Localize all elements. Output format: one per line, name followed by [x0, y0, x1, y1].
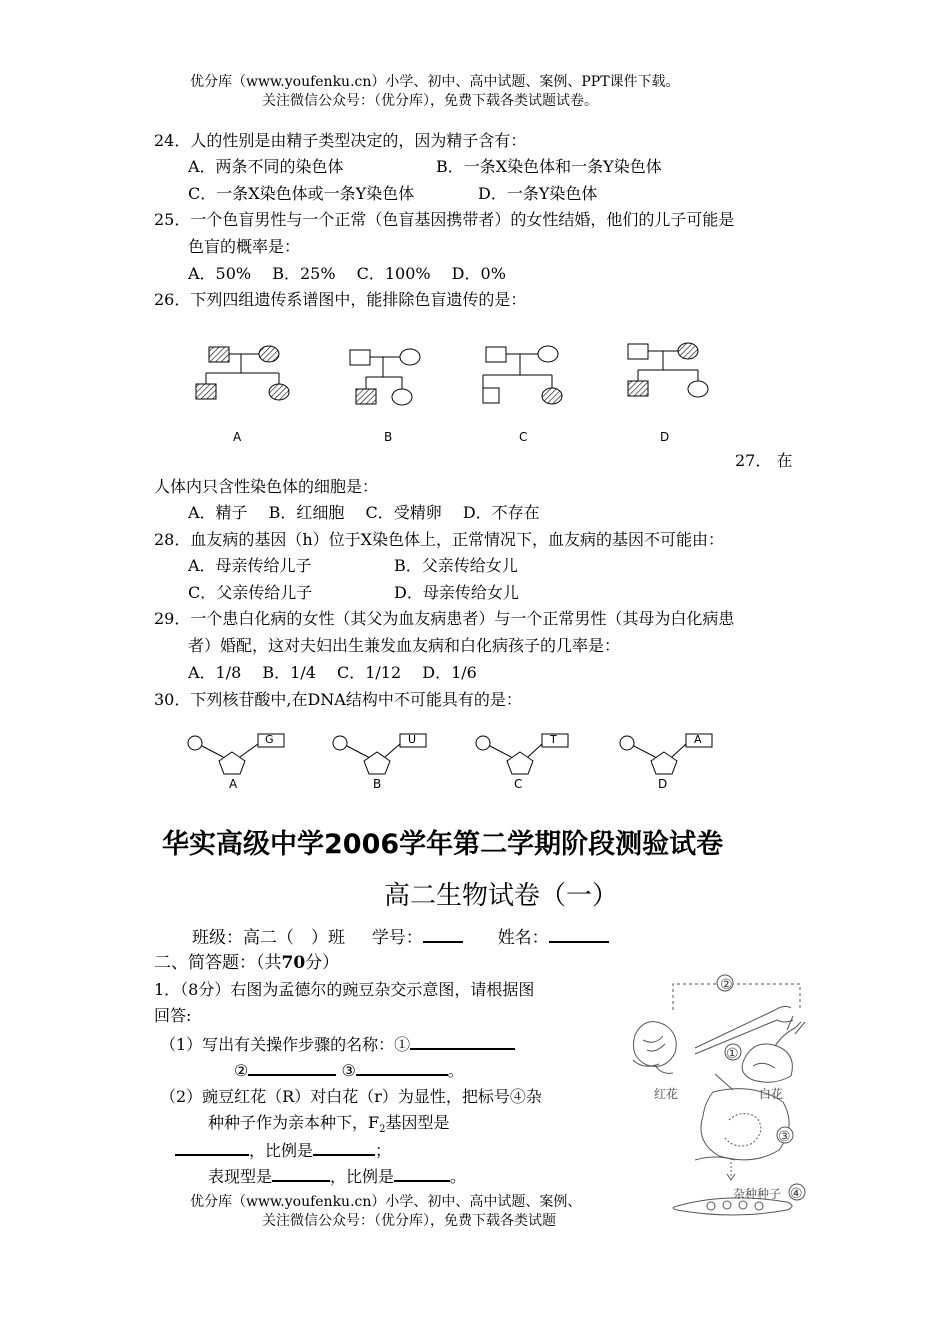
figure-label-hybrid-seed: 杂种种子: [733, 1187, 782, 1201]
exam-subtitle: 高二生物试卷（一）: [384, 881, 619, 911]
figure-mark-1: ①: [726, 1046, 739, 1062]
q26-stem: 26．下列四组遗传系谱图中，能排除色盲遗传的是：: [154, 290, 527, 309]
pedigree-label-c: C: [519, 430, 528, 444]
blank-genotype[interactable]: [175, 1140, 249, 1156]
q27-number: 27． 在: [735, 451, 793, 470]
q24-stem: 24．人的性别是由精子类型决定的，因为精子含有：: [154, 131, 527, 150]
base-g: G: [265, 733, 274, 746]
s1-stem-2: 回答:: [154, 1006, 192, 1025]
section-heading: 二、简答题：（共70分）: [154, 953, 340, 973]
header-line-2: 关注微信公众号：（优分库），免费下载各类试题试卷。: [262, 93, 598, 109]
blank-step-2[interactable]: [248, 1060, 336, 1076]
q28-option-c: C．父亲传给儿子: [188, 583, 313, 602]
s1-part1: （1）写出有关操作步骤的名称：①: [160, 1034, 515, 1055]
q30-stem: 30．下列核苷酸中,在DNA结构中不可能具有的是：: [154, 690, 522, 709]
q25-options: A．50% B．25% C．100% D．0%: [188, 264, 506, 283]
s1-part2-a: （2）豌豆红花（R）对白花（r）为显性，把标号④杂: [160, 1087, 542, 1106]
q24-option-b: B．一条X染色体和一条Y染色体: [436, 157, 662, 176]
q25-stem-1: 25．一个色盲男性与一个正常（色盲基因携带者）的女性结婚，他们的儿子可能是: [154, 210, 735, 229]
s1-part2-d: 表现型是 ，比例是 。: [208, 1167, 467, 1186]
nucleotide-label-b: B: [373, 777, 382, 791]
nucleotide-label-c: C: [514, 777, 523, 791]
s1-part2-b: 种种子作为亲本种下，$F_2$基因型是: [208, 1113, 450, 1136]
figure-mark-4: ④: [790, 1186, 803, 1202]
q28-option-a: A．母亲传给儿子: [188, 556, 312, 575]
s1-part1-line2: ② ③ 。: [234, 1061, 464, 1080]
q24-option-a: A．两条不同的染色体: [188, 157, 344, 176]
name-blank[interactable]: [549, 927, 609, 943]
q27-stem: 人体内只含性染色体的细胞是：: [154, 477, 379, 496]
exam-title: 华实高级中学2006学年第二学期阶段测验试卷: [162, 829, 724, 860]
figure-label-red-flower: 红花: [654, 1087, 679, 1101]
q24-option-d: D．一条Y染色体: [478, 184, 598, 203]
student-id-label: 学号：: [371, 928, 423, 948]
nucleotide-label-d: D: [658, 777, 668, 791]
q28-option-d: D．母亲传给女儿: [394, 583, 519, 602]
name-label: 姓名：: [497, 928, 549, 948]
q25-stem-2: 色盲的概率是：: [188, 237, 301, 256]
base-t: T: [550, 733, 557, 746]
blank-step-1[interactable]: [410, 1034, 515, 1050]
pedigree-label-d: D: [660, 430, 670, 444]
q29-stem-2: 者）婚配，这对夫妇出生兼发血友病和白化病孩子的几率是：: [188, 636, 621, 655]
student-info: [192, 927, 609, 948]
base-a: A: [694, 733, 702, 746]
blank-step-3[interactable]: [356, 1060, 448, 1076]
q24-option-c: C．一条X染色体或一条Y染色体: [188, 184, 415, 203]
student-id-blank[interactable]: [423, 927, 463, 943]
footer-line-1: 优分库（www.youfenku.cn）小学、初中、高中试题、案例、: [190, 1194, 582, 1210]
figure-mark-3: ③: [778, 1129, 791, 1145]
blank-phenotype-ratio[interactable]: [394, 1166, 450, 1182]
figure-label-white-flower: 白花: [759, 1087, 784, 1101]
q27-options: A．精子 B．红细胞 C．受精卵 D．不存在: [188, 503, 540, 522]
s1-stem-1: 1．（8分）右图为孟德尔的豌豆杂交示意图，请根据图: [154, 980, 535, 999]
q28-stem: 28．血友病的基因（h）位于X染色体上，正常情况下，血友病的基因不可能由：: [154, 530, 725, 549]
pedigree-label-b: B: [384, 430, 393, 444]
class-label: 班级：高二（ ）班: [192, 928, 345, 948]
blank-phenotype[interactable]: [272, 1166, 330, 1182]
footer-line-2: 关注微信公众号：（优分库），免费下载各类试题: [262, 1213, 556, 1229]
q29-stem-1: 29．一个患白化病的女性（其父为血友病患者）与一个正常男性（其母为白化病患: [154, 609, 735, 628]
header-line-1: 优分库（www.youfenku.cn）小学、初中、高中试题、案例、PPT课件下载。: [190, 74, 680, 90]
base-u: U: [408, 733, 417, 746]
blank-genotype-ratio[interactable]: [313, 1140, 375, 1156]
nucleotide-label-a: A: [229, 777, 238, 791]
pedigree-label-a: A: [233, 430, 242, 444]
figure-mark-2: ②: [720, 977, 733, 993]
q29-options: A．1/8 B．1/4 C．1/12 D．1/6: [188, 663, 477, 682]
s1-part2-c: ，比例是 ；: [175, 1140, 391, 1161]
q28-option-b: B．父亲传给女儿: [394, 556, 518, 575]
